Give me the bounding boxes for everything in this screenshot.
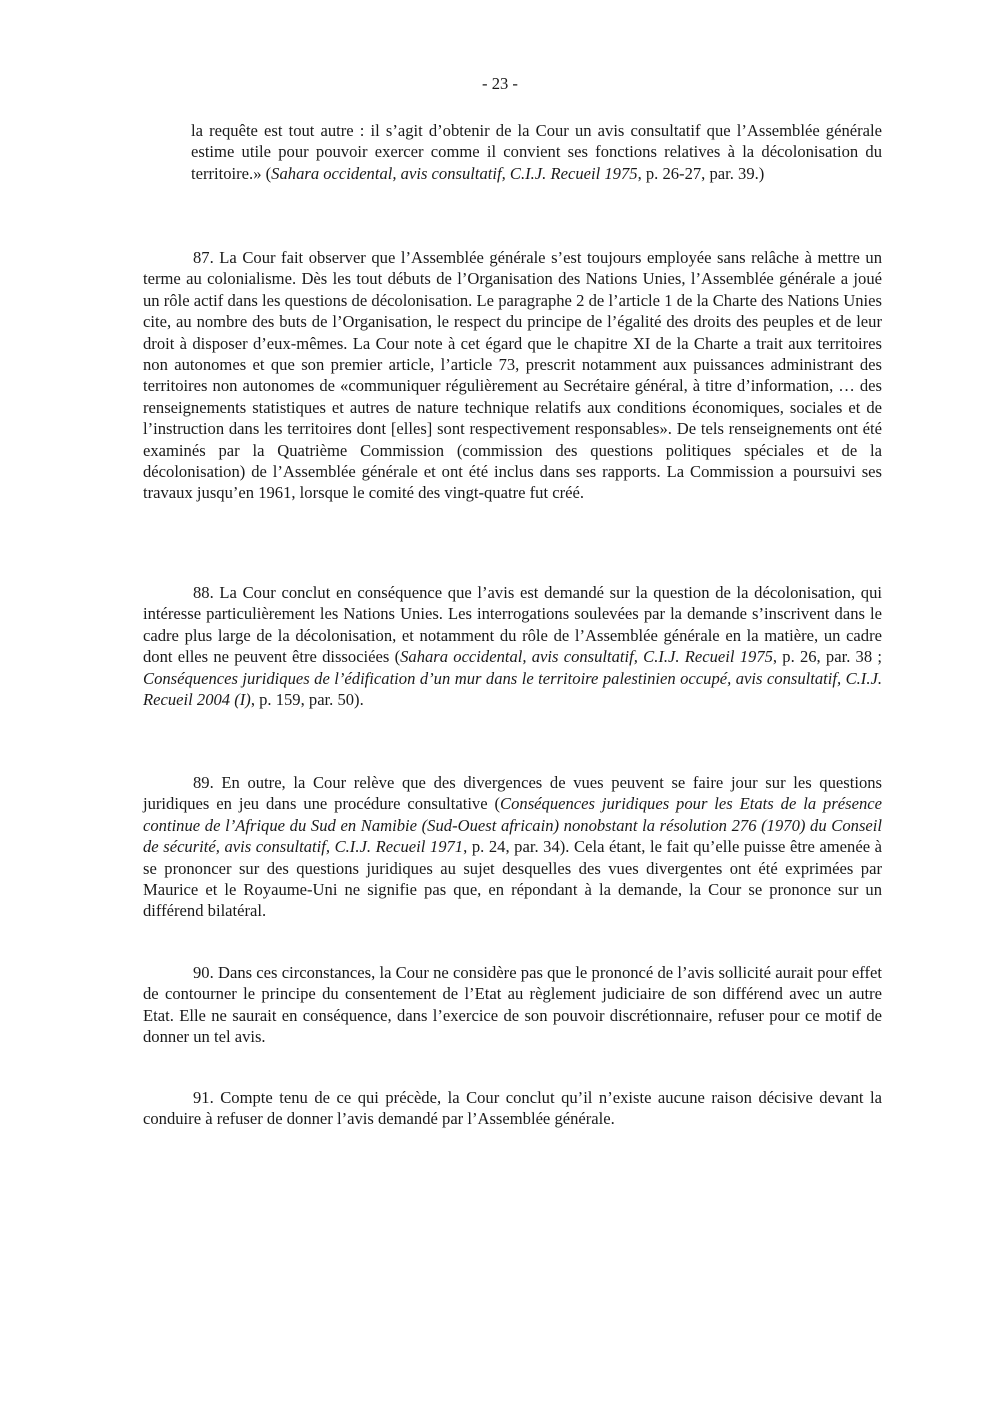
paragraph-90	[143, 962, 882, 1048]
page-number: - 23 -	[482, 74, 518, 93]
paragraph-89-text	[143, 772, 882, 922]
quote-text: la requête est tout autre : il s’agit d’obtenir de la Cour un avis consultatif que l’Assemblée générale estime utile pour pouvoir exercer comme il convient ses fonctions relatives à la décolonisation du territoire.» (	[191, 121, 882, 183]
quote-citation: Sahara occidental, avis consultatif, C.I.J. Recueil 1975	[271, 163, 638, 183]
p88-text-a: 88. La Cour conclut en conséquence que l’avis est demandé sur la question de la décolonisation, qui intéresse particulièrement les Nations Unies. Les interrogations soulevées par la demande s’inscrivent dans le cadre plus large de la décolonisation, et notamment du rôle de l’Assemblée générale en la matière, un cadre dont elles ne peuvent être dissociées (	[143, 583, 882, 667]
p88-citation-a: Sahara occidental, avis consultatif, C.I.J. Recueil 1975	[400, 647, 773, 667]
paragraph-87	[143, 247, 882, 504]
p89-citation-a: Conséquences juridiques pour les Etats de la présence continue de l’Afrique du Sud en Namibie (Sud-Ouest africain) nonobstant la résolution 276 (1970) du Conseil de sécurité, avis consultatif, C.I.J. Recueil 1971	[143, 794, 882, 857]
quote-citation-tail: , p. 26-27, par. 39.)	[637, 163, 765, 183]
paragraph-88	[143, 582, 882, 710]
paragraph-90-text: 90. Dans ces circonstances, la Cour ne considère pas que le prononcé de l’avis sollicité aurait pour effet de contourner le principe du consentement de l’Etat au règlement judiciaire de son différend avec un autre Etat. Elle ne saurait en conséquence, dans l’exercice de son pouvoir discrétionnaire, refuser pour ce motif de donner un tel avis.	[143, 963, 882, 1047]
p89-text-b: , p. 24, par. 34). Cela étant, le fait qu’elle puisse être amenée à se prononcer sur des questions juridiques au sujet desquelles des vues divergentes ont été exprimées par Maurice et le Royaume-Uni ne signifie pas que, en répondant à la demande, la Cour se prononce sur un différend bilatéral.	[143, 837, 883, 921]
paragraph-87-text: 87. La Cour fait observer que l’Assemblée générale s’est toujours employée sans relâche à mettre un terme au colonialisme. Dès les tout débuts de l’Organisation des Nations Unies, l’Assemblée générale a joué un rôle actif dans les questions de décolonisation. Le paragraphe 2 de l’article 1 de la Charte des Nations Unies cite, au nombre des buts de l’Organisation, le respect du principe de l’égalité des droits des peuples et de leur droit à disposer d’eux-mêmes. La Cour note à cet égard que le chapitre XI de la Charte a trait aux territoires non autonomes et que son premier article, l’article 73, prescrit notamment aux puissances administrant des territoires non autonomes de «communiquer régulièrement au Secrétaire général, à titre d’information, … des renseignements statistiques et autres de nature technique relatifs aux conditions économiques, sociales et de l’instruction dans les territoires dont [elles] sont respectivement responsables». De tels renseignements ont été examinés par la Quatrième Commission (commission des questions politiques spéciales et de la décolonisation) de l’Assemblée générale et ont été inclus dans ses rapports. La Commission a poursuivi ses travaux jusqu’en 1961, lorsque le comité des vingt-quatre fut créé.	[143, 248, 882, 503]
p88-text-c: , p. 159, par. 50).	[250, 690, 364, 710]
p88-text-b: , p. 26, par. 38 ;	[772, 647, 882, 667]
paragraph-91-text: 91. Compte tenu de ce qui précède, la Cour conclut qu’il n’existe aucune raison décisive devant la conduire à refuser de donner l’avis demandé par l’Assemblée générale.	[143, 1088, 882, 1129]
p89-text-a: 89. En outre, la Cour relève que des divergences de vues peuvent se faire jour sur les questions juridiques en jeu dans une procédure consultative (	[143, 773, 882, 814]
quoted-passage	[191, 120, 882, 184]
p88-citation-b: Conséquences juridiques de l’édification d’un mur dans le territoire palestinien occupé, avis consultatif, C.I.J. Recueil 2004 (I)	[143, 668, 882, 710]
quote-paragraph	[191, 120, 882, 184]
paragraph-91	[143, 1087, 882, 1130]
paragraph-88-text	[143, 582, 882, 710]
paragraph-89	[143, 772, 882, 922]
